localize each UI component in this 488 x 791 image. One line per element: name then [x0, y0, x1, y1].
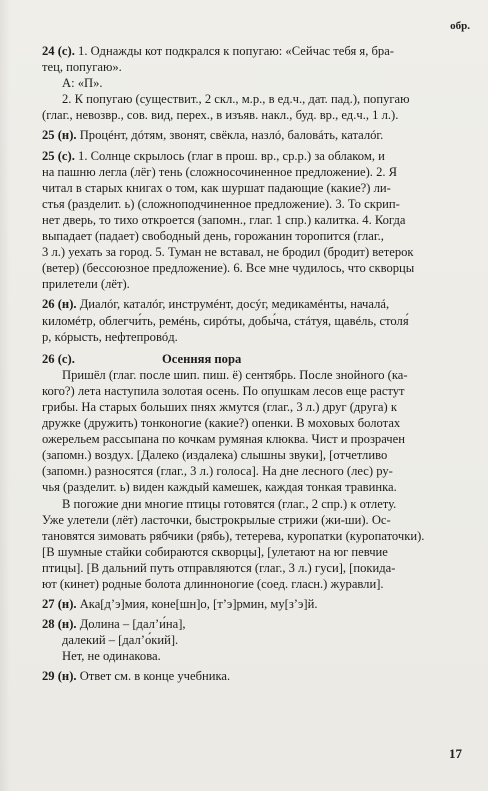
ex26c-heading — [42, 351, 460, 367]
exercise-number: 26 (с). — [42, 351, 75, 366]
ex26n-line: киломéтр, облегчи́ть, ремéнь, сирóты, добы́ча, стáтуя, щавéль, столя́ — [42, 313, 409, 328]
ex28n-line: Нет, не одинакова. — [62, 649, 161, 664]
ex26c-line2: [В шумные стайки собираются скворцы], [улетают на юг певчие — [42, 544, 388, 559]
ex26c-line: чья (разделит. ь) виден каждый камешек, каждая тонкая травинка. — [42, 480, 397, 495]
ex26n-line: 26 (н). Диалóг, каталóг, инструмéнт, досýг, медикамéнты, началá, — [42, 297, 390, 312]
ex26c-line: (запомн.) воздух. [Далеко (издалека) слышны звуки], [отчетливо — [42, 448, 388, 463]
ex26c-line: грибы. На старых больших пнях жмутся (глаг., 3 л.) друг (друга) к — [42, 399, 397, 414]
ex25c-line: на пашню легла (лёг) тень (сложносочиненное предложение). 2. Я — [42, 164, 398, 179]
ex28n-line: 28 (н). Долина – [дал’и́на], — [42, 617, 186, 632]
ex26c-line: (запомн.) разносятся (глаг., 3 л.) голоса]. На дне лесного (лес) ру- — [42, 464, 393, 479]
ex26c-line2: тановятся зимовать рябчики (рябь), тетерева, куропатки (куропаточки). — [42, 528, 425, 543]
ex26c-line2: птицы]. [В дальний путь отправляются (глаг., 3 л.) гуси], [покида- — [42, 560, 396, 575]
ex26n-line: р, кóрысть, нефтепровóд. — [42, 329, 178, 344]
exercise-number: 26 (н). — [42, 297, 77, 312]
exercise-number: 28 (н). — [42, 617, 77, 632]
ex26c-line2: ют (кинет) родные болота длинноногие (соед. гласн.) журавли]. — [42, 577, 384, 591]
ex26c-number — [42, 351, 162, 367]
exercise-number: 25 (с). — [42, 148, 75, 163]
ex25c-line: стья (разделит. ь) (сложноподчиненное предложение). 3. То скрип- — [42, 196, 400, 211]
ex25c-line: 3 л.) уехать за город. 5. Туман не вставал, не бродил (бродит) ветерок — [42, 245, 414, 260]
ex26c-line: дружке (дружить) тонконогие (какие?) опенки. В моховых болотах — [42, 416, 401, 431]
ex26c-title: Осенняя пора — [162, 351, 242, 366]
ex24c-line5: (глаг., невозвр., сов. вид, перех., в изъяв. накл., буд. вр., ед.ч., 1 л.). — [42, 108, 399, 123]
ex25c-line: (ветер) (бессоюзное предложение). 6. Все мне чудилось, что скворцы — [42, 261, 415, 276]
ex27n: 27 (н). Ака[д’э]мия, коне[шн]о, [т’э]рмин, му[з’э]й. — [42, 597, 318, 612]
ex25c-line: читал в старых книгах о том, как шуршат падающие (какие?) ли- — [42, 180, 391, 195]
ex25c-line: 25 (с). 1. Солнце скрылось (глаг в прош. вр., ср.р.) за облаком, и — [42, 148, 385, 163]
corner-label: обр. — [450, 20, 470, 32]
ex25c-line: выпадает (падает) свободный день, горожанин торопится (глаг., — [42, 229, 384, 244]
ex29n: 29 (н). Ответ см. в конце учебника. — [42, 669, 231, 684]
ex25c-line: нет дверь, то тихо откроется (запомн., глаг. 1 спр.) калитка. 4. Когда — [42, 212, 406, 227]
exercise-number: 25 (н). — [42, 128, 77, 143]
page-content — [42, 43, 460, 685]
ex26c-line2: В погожие дни многие птицы готовятся (глаг., 2 спр.) к отлету. — [62, 496, 397, 511]
ex28n-line: далекий – [дал’о́кий]. — [62, 633, 179, 648]
exercise-number: 27 (н). — [42, 597, 77, 612]
exercise-number: 24 (с). — [42, 44, 75, 58]
page-number: 17 — [449, 746, 462, 761]
ex25c-line: прилетели (лёт). — [42, 277, 130, 292]
ex26c-line: кого?) лета наступила золотая осень. По опушкам лесов еще растут — [42, 383, 405, 398]
ex26c-line: ожерельем рассыпана по кочкам румяная клюква. Чист и прозрачен — [42, 432, 405, 447]
ex24c-line4: 2. К попугаю (существит., 2 скл., м.р., в ед.ч., дат. пад.), попугаю — [62, 92, 410, 107]
ex26c-line2: Уже улетели (лёт) ласточки, быстрокрылые стрижи (жи-ши). Ос- — [42, 512, 391, 527]
ex26c-line: Пришёл (глаг. после шип. пиш. ё) сентябрь. После знойного (ка- — [62, 367, 408, 382]
ex24c-line3: А: «П». — [62, 76, 103, 91]
exercise-number: 29 (н). — [42, 669, 77, 684]
ex24c-line1: 24 (с). 1. Однажды кот подкрался к попугаю: «Сейчас тебя я, бра- — [42, 44, 394, 58]
ex25n: 25 (н). Процéнт, дóтям, звонят, свёкла, назлó, баловáть, каталóг. — [42, 128, 384, 143]
ex24c-line2: тец, попугаю». — [42, 60, 122, 75]
scan-edge-shadow — [0, 0, 10, 791]
